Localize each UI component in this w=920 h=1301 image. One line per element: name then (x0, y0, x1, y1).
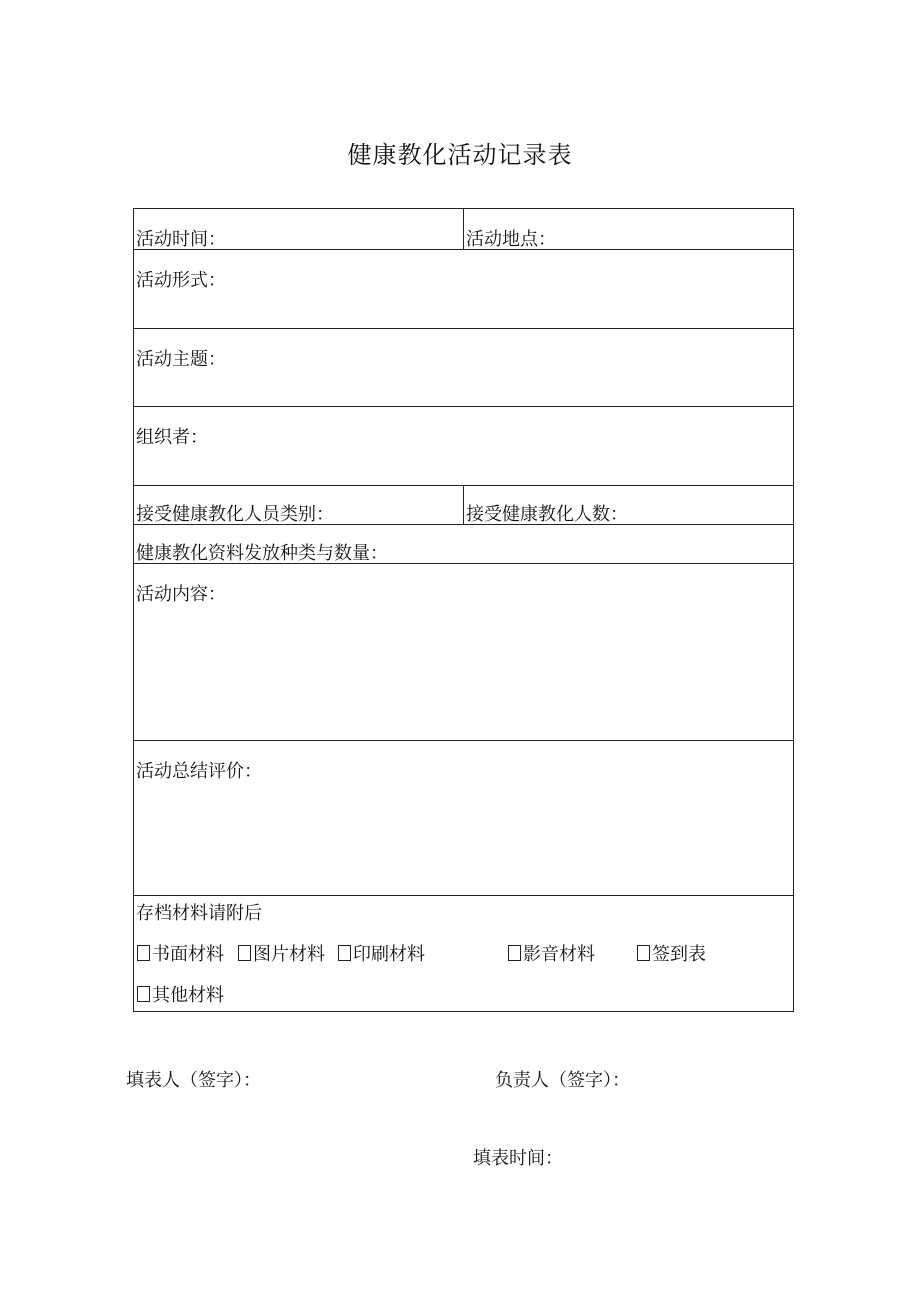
archive-option-other[interactable]: 其他材料 (137, 981, 224, 1007)
archive-option-written[interactable]: 书面材料 (137, 940, 224, 966)
archive-option-signin-sheet[interactable]: 签到表 (637, 940, 706, 966)
activity-format-label: 活动形式： (136, 270, 226, 291)
materials-label: 健康教化资料发放种类与数量： (136, 543, 388, 564)
filler-signature-label: 填表人（签字）： (126, 1070, 261, 1091)
activity-theme-field[interactable] (134, 328, 793, 406)
activity-summary-field[interactable] (134, 740, 793, 895)
audience-category-label: 接受健康教化人员类别： (136, 504, 334, 525)
page-title: 健康教化活动记录表 (347, 141, 573, 169)
activity-summary-label: 活动总结评价： (136, 761, 262, 782)
archive-label: 存档材料请附后 (136, 903, 262, 924)
activity-place-field[interactable] (464, 209, 793, 249)
audience-count-label: 接受健康教化人数： (466, 504, 628, 525)
archive-option-printed[interactable]: 印刷材料 (338, 940, 425, 966)
fill-date-label: 填表时间： (473, 1148, 563, 1169)
row-audience (134, 485, 793, 524)
materials-field[interactable] (134, 524, 793, 563)
checkbox-icon (338, 945, 351, 961)
record-form-table (133, 208, 794, 1012)
row-time-place (134, 209, 793, 249)
archive-option-pictures[interactable]: 图片材料 (238, 940, 325, 966)
archive-option-audiovisual[interactable]: 影音材料 (508, 940, 595, 966)
activity-time-field[interactable] (134, 209, 464, 249)
checkbox-icon (238, 945, 251, 961)
checkbox-icon (508, 945, 521, 961)
checkbox-icon (637, 945, 650, 961)
checkbox-icon (137, 945, 150, 961)
activity-place-label: 活动地点： (466, 229, 556, 250)
organizer-field[interactable] (134, 406, 793, 485)
activity-content-field[interactable] (134, 563, 793, 740)
organizer-label: 组织者： (136, 427, 208, 448)
activity-content-label: 活动内容： (136, 584, 226, 605)
checkbox-icon (137, 986, 150, 1002)
activity-time-label: 活动时间： (136, 229, 226, 250)
activity-format-field[interactable] (134, 249, 793, 328)
audience-count-field[interactable] (464, 486, 793, 524)
activity-theme-label: 活动主题： (136, 349, 226, 370)
archive-materials-section (134, 895, 793, 1011)
audience-category-field[interactable] (134, 486, 464, 524)
leader-signature-label: 负责人（签字）： (495, 1070, 630, 1091)
